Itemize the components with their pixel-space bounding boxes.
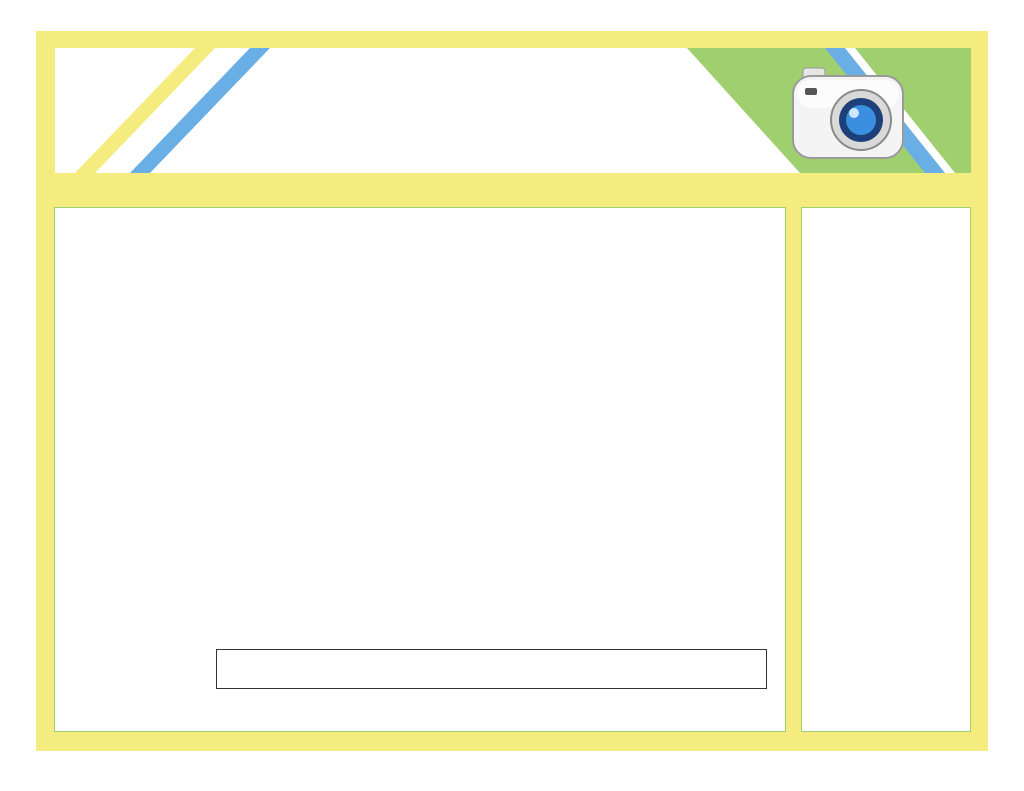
calendar-header [55, 48, 971, 173]
camera-icon [791, 66, 909, 162]
news-panel [801, 207, 971, 732]
summer-banner [216, 649, 767, 689]
